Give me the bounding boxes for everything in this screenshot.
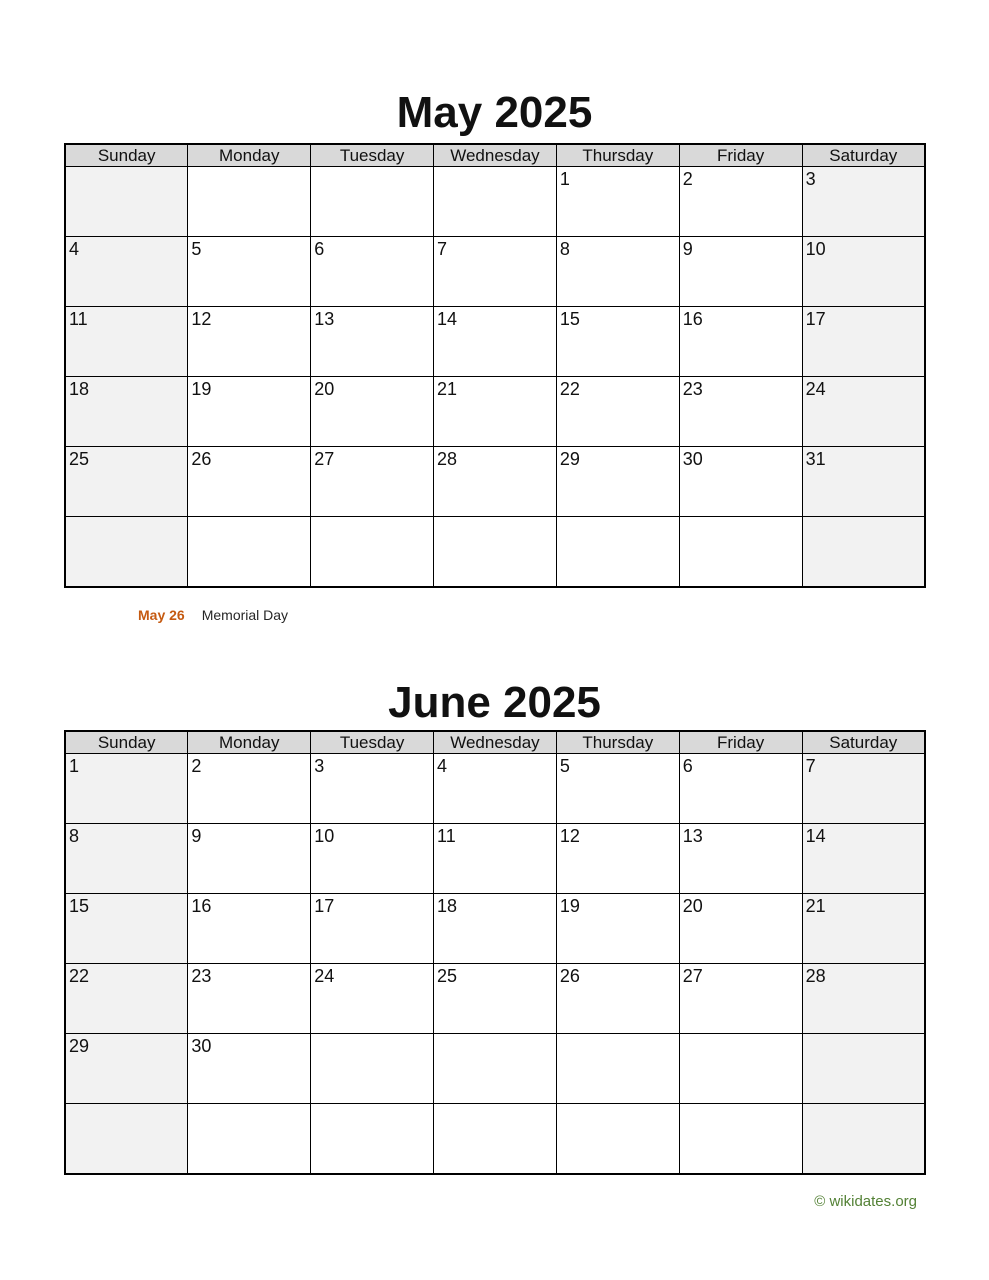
may-week-row-4 [65,377,925,447]
calendar-cell-empty [679,1104,802,1175]
day-number: 22 [559,379,580,399]
calendar-cell-june-10 [311,824,434,894]
calendar-cell-june-16 [188,894,311,964]
weekday-header-monday: Monday [188,144,311,167]
calendar-cell-june-11 [434,824,557,894]
calendar-cell-empty [311,1034,434,1104]
calendar-cell-empty [556,1104,679,1175]
calendar-cell-june-24 [311,964,434,1034]
calendar-cell-may-31 [802,447,925,517]
day-number: 29 [69,1036,90,1056]
calendar-cell-empty [434,1104,557,1175]
calendar-cell-may-7 [434,237,557,307]
calendar-cell-may-11 [65,307,188,377]
calendar-cell-may-8 [556,237,679,307]
weekday-header-wednesday: Wednesday [434,731,557,754]
calendar-cell-june-5 [556,754,679,824]
calendar-cell-may-26 [188,447,311,517]
day-number: 5 [191,239,202,259]
day-number: 30 [191,1036,212,1056]
day-number: 20 [314,379,335,399]
day-number: 28 [437,449,458,469]
calendar-cell-june-29 [65,1034,188,1104]
day-number: 10 [805,239,826,259]
weekday-header-thursday: Thursday [556,144,679,167]
day-number: 20 [682,896,703,916]
weekday-header-sunday: Sunday [65,731,188,754]
day-number: 29 [559,449,580,469]
may-week-row-5 [65,447,925,517]
day-number: 4 [69,239,80,259]
weekday-header-friday: Friday [679,731,802,754]
calendar-cell-empty [188,517,311,588]
day-number: 25 [69,449,90,469]
may-week-row-6 [65,517,925,588]
weekday-header-sunday: Sunday [65,144,188,167]
calendar-cell-june-6 [679,754,802,824]
calendar-cell-may-1 [556,167,679,237]
may-week-row-3 [65,307,925,377]
site-copyright: © wikidates.org [814,1193,917,1210]
day-number: 6 [314,239,325,259]
day-number: 14 [805,826,826,846]
calendar-cell-may-12 [188,307,311,377]
calendar-cell-may-16 [679,307,802,377]
weekday-header-row [65,731,925,754]
holiday-name-label: Memorial Day [201,607,289,623]
day-number: 28 [805,966,826,986]
calendar-cell-may-6 [311,237,434,307]
day-number: 22 [69,966,90,986]
calendar-cell-may-24 [802,377,925,447]
day-number: 26 [191,449,212,469]
day-number: 16 [191,896,212,916]
day-number: 23 [191,966,212,986]
calendar-cell-june-1 [65,754,188,824]
calendar-cell-may-20 [311,377,434,447]
day-number: 13 [314,309,335,329]
calendar-cell-june-7 [802,754,925,824]
day-number: 4 [437,756,448,776]
day-number: 9 [682,239,693,259]
day-number: 12 [559,826,580,846]
holiday-note [138,607,288,624]
may-week-row-2 [65,237,925,307]
june-week-row-3 [65,894,925,964]
day-number: 24 [314,966,335,986]
day-number: 11 [437,826,456,846]
day-number: 12 [191,309,212,329]
calendar-cell-empty [311,517,434,588]
day-number: 1 [559,169,570,189]
calendar-cell-empty [802,1034,925,1104]
calendar-cell-may-19 [188,377,311,447]
calendar-cell-may-23 [679,377,802,447]
calendar-cell-may-30 [679,447,802,517]
may-title: May 2025 [396,88,593,138]
calendar-cell-june-3 [311,754,434,824]
day-number: 5 [559,756,570,776]
calendar-cell-may-5 [188,237,311,307]
calendar-cell-june-30 [188,1034,311,1104]
day-number: 3 [805,169,816,189]
calendar-cell-empty [802,517,925,588]
weekday-header-thursday: Thursday [556,731,679,754]
calendar-cell-june-17 [311,894,434,964]
day-number: 7 [805,756,816,776]
calendar-cell-empty [556,1034,679,1104]
holiday-date-label: May 26 [138,607,185,623]
day-number: 2 [191,756,202,776]
calendar-cell-empty [434,167,557,237]
day-number: 30 [682,449,703,469]
calendar-cell-may-17 [802,307,925,377]
calendar-cell-june-2 [188,754,311,824]
calendar-cell-june-18 [434,894,557,964]
calendar-cell-june-13 [679,824,802,894]
day-number: 18 [437,896,458,916]
june-title: June 2025 [388,678,601,728]
calendar-cell-empty [311,167,434,237]
june-calendar [64,730,926,1175]
day-number: 19 [559,896,580,916]
day-number: 15 [559,309,580,329]
calendar-cell-june-20 [679,894,802,964]
calendar-cell-may-29 [556,447,679,517]
calendar-cell-empty [311,1104,434,1175]
calendar-cell-empty [434,1034,557,1104]
day-number: 31 [805,449,826,469]
day-number: 6 [682,756,693,776]
day-number: 16 [682,309,703,329]
calendar-cell-june-8 [65,824,188,894]
calendar-cell-empty [679,517,802,588]
calendar-cell-may-27 [311,447,434,517]
day-number: 8 [69,826,80,846]
day-number: 17 [314,896,335,916]
june-week-row-6 [65,1104,925,1175]
calendar-cell-may-13 [311,307,434,377]
calendar-cell-june-19 [556,894,679,964]
calendar-cell-empty [556,517,679,588]
weekday-header-tuesday: Tuesday [311,731,434,754]
day-number: 24 [805,379,826,399]
calendar-cell-empty [188,167,311,237]
june-week-row-1 [65,754,925,824]
calendar-cell-may-18 [65,377,188,447]
june-week-row-2 [65,824,925,894]
day-number: 9 [191,826,202,846]
calendar-cell-june-15 [65,894,188,964]
may-calendar [64,143,926,588]
day-number: 23 [682,379,703,399]
weekday-header-wednesday: Wednesday [434,144,557,167]
day-number: 11 [69,309,88,329]
calendar-cell-may-25 [65,447,188,517]
calendar-cell-may-15 [556,307,679,377]
day-number: 8 [559,239,570,259]
day-number: 27 [314,449,335,469]
calendar-cell-june-21 [802,894,925,964]
calendar-cell-may-14 [434,307,557,377]
calendar-cell-may-22 [556,377,679,447]
weekday-header-tuesday: Tuesday [311,144,434,167]
calendar-cell-may-21 [434,377,557,447]
calendar-cell-june-25 [434,964,557,1034]
calendar-cell-june-26 [556,964,679,1034]
calendar-cell-empty [188,1104,311,1175]
day-number: 2 [682,169,693,189]
day-number: 10 [314,826,335,846]
day-number: 1 [69,756,80,776]
day-number: 14 [437,309,458,329]
day-number: 3 [314,756,325,776]
day-number: 7 [437,239,448,259]
day-number: 25 [437,966,458,986]
calendar-cell-may-9 [679,237,802,307]
calendar-cell-may-10 [802,237,925,307]
weekday-header-saturday: Saturday [802,731,925,754]
day-number: 19 [191,379,212,399]
calendar-cell-june-14 [802,824,925,894]
calendar-cell-june-12 [556,824,679,894]
calendar-cell-june-9 [188,824,311,894]
calendar-cell-june-27 [679,964,802,1034]
weekday-header-saturday: Saturday [802,144,925,167]
calendar-cell-may-2 [679,167,802,237]
calendar-cell-empty [65,517,188,588]
calendar-cell-june-28 [802,964,925,1034]
day-number: 18 [69,379,90,399]
day-number: 17 [805,309,826,329]
calendar-cell-june-23 [188,964,311,1034]
calendar-cell-june-22 [65,964,188,1034]
day-number: 21 [805,896,826,916]
calendar-cell-empty [679,1034,802,1104]
day-number: 26 [559,966,580,986]
calendar-cell-empty [802,1104,925,1175]
calendar-cell-empty [434,517,557,588]
day-number: 21 [437,379,458,399]
weekday-header-friday: Friday [679,144,802,167]
calendar-cell-empty [65,167,188,237]
day-number: 15 [69,896,90,916]
june-week-row-4 [65,964,925,1034]
calendar-cell-june-4 [434,754,557,824]
weekday-header-row [65,144,925,167]
calendar-cell-may-28 [434,447,557,517]
weekday-header-monday: Monday [188,731,311,754]
day-number: 27 [682,966,703,986]
day-number: 13 [682,826,703,846]
calendar-cell-may-3 [802,167,925,237]
may-week-row-1 [65,167,925,237]
calendar-cell-may-4 [65,237,188,307]
june-week-row-5 [65,1034,925,1104]
calendar-cell-empty [65,1104,188,1175]
